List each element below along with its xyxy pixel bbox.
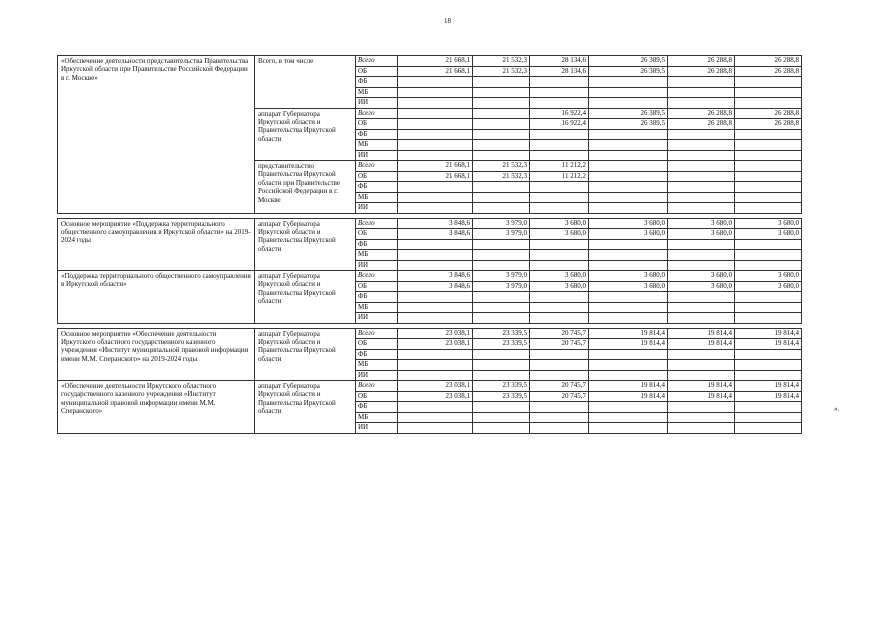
- amount-cell: 3 979,0: [473, 229, 530, 240]
- activity-title: «Обеспечение деятельности Иркутского областного государственного казенного учреждения «Институт муниципальной правовой информации имени М.М. Сперанского»: [58, 381, 255, 434]
- amount-cell: 3 680,0: [589, 218, 668, 229]
- amount-cell: 19 814,4: [589, 328, 668, 339]
- amount-cell: [735, 423, 802, 434]
- amount-cell: [473, 412, 530, 423]
- amount-cell: [473, 119, 530, 130]
- amount-cell: [473, 87, 530, 98]
- funding-source-cell: ФБ: [356, 349, 398, 360]
- amount-cell: [398, 98, 473, 109]
- amount-cell: 19 814,4: [589, 391, 668, 402]
- amount-cell: [668, 182, 735, 193]
- amount-cell: [398, 87, 473, 98]
- amount-cell: [589, 260, 668, 271]
- amount-cell: 3 680,0: [668, 281, 735, 292]
- amount-cell: [589, 370, 668, 381]
- amount-cell: [530, 292, 589, 303]
- amount-cell: 3 680,0: [530, 218, 589, 229]
- amount-cell: 16 922,4: [530, 108, 589, 119]
- funding-source-cell: ИИ: [356, 260, 398, 271]
- funding-source-cell: ОБ: [356, 391, 398, 402]
- amount-cell: 3 979,0: [473, 218, 530, 229]
- amount-cell: [589, 98, 668, 109]
- amount-cell: [530, 250, 589, 261]
- amount-cell: 21 532,3: [473, 171, 530, 182]
- funding-source-cell: Всего: [356, 271, 398, 282]
- amount-cell: [735, 239, 802, 250]
- amount-cell: 26 288,8: [735, 56, 802, 67]
- amount-cell: [589, 239, 668, 250]
- executor-cell: аппарат Губернатора Иркутской области и Правительства Иркутской области: [255, 271, 356, 324]
- amount-cell: [530, 140, 589, 151]
- amount-cell: [735, 87, 802, 98]
- funding-table: [57, 55, 802, 434]
- amount-cell: 19 814,4: [668, 328, 735, 339]
- funding-source-cell: ИИ: [356, 150, 398, 161]
- amount-cell: 3 680,0: [735, 271, 802, 282]
- executor-cell: Всего, в том числе: [255, 56, 356, 109]
- funding-source-cell: ФБ: [356, 182, 398, 193]
- amount-cell: 3 680,0: [530, 271, 589, 282]
- funding-source-cell: Всего: [356, 161, 398, 172]
- amount-cell: [735, 360, 802, 371]
- amount-cell: [589, 250, 668, 261]
- amount-cell: [589, 313, 668, 324]
- amount-cell: [398, 402, 473, 413]
- amount-cell: 20 745,7: [530, 328, 589, 339]
- amount-cell: 23 038,1: [398, 391, 473, 402]
- amount-cell: [530, 203, 589, 214]
- funding-source-cell: ОБ: [356, 339, 398, 350]
- amount-cell: 3 680,0: [668, 271, 735, 282]
- amount-cell: [668, 250, 735, 261]
- amount-cell: 26 288,8: [735, 119, 802, 130]
- amount-cell: [589, 360, 668, 371]
- amount-cell: [473, 360, 530, 371]
- amount-cell: [589, 292, 668, 303]
- amount-cell: [735, 370, 802, 381]
- amount-cell: [398, 360, 473, 371]
- funding-source-cell: ОБ: [356, 229, 398, 240]
- table-row: [58, 56, 802, 67]
- amount-cell: [668, 161, 735, 172]
- funding-source-cell: МБ: [356, 192, 398, 203]
- amount-cell: [398, 313, 473, 324]
- amount-cell: 3 979,0: [473, 281, 530, 292]
- amount-cell: [530, 182, 589, 193]
- amount-cell: [398, 423, 473, 434]
- amount-cell: [589, 192, 668, 203]
- amount-cell: 3 848,6: [398, 229, 473, 240]
- amount-cell: [668, 292, 735, 303]
- amount-cell: 23 038,1: [398, 381, 473, 392]
- amount-cell: [473, 313, 530, 324]
- funding-source-cell: ФБ: [356, 77, 398, 88]
- amount-cell: 26 288,8: [735, 66, 802, 77]
- amount-cell: 3 848,6: [398, 281, 473, 292]
- funding-source-cell: ОБ: [356, 119, 398, 130]
- amount-cell: 3 680,0: [668, 229, 735, 240]
- amount-cell: [530, 370, 589, 381]
- amount-cell: 21 668,1: [398, 171, 473, 182]
- funding-source-cell: ФБ: [356, 292, 398, 303]
- amount-cell: [735, 182, 802, 193]
- amount-cell: 3 680,0: [589, 229, 668, 240]
- amount-cell: [473, 402, 530, 413]
- amount-cell: [589, 140, 668, 151]
- funding-source-cell: Всего: [356, 328, 398, 339]
- amount-cell: 21 532,3: [473, 161, 530, 172]
- amount-cell: [398, 140, 473, 151]
- amount-cell: [589, 150, 668, 161]
- amount-cell: [668, 98, 735, 109]
- amount-cell: [668, 129, 735, 140]
- amount-cell: [589, 171, 668, 182]
- funding-source-cell: МБ: [356, 140, 398, 151]
- amount-cell: 3 680,0: [589, 271, 668, 282]
- amount-cell: [473, 349, 530, 360]
- amount-cell: [530, 87, 589, 98]
- amount-cell: 19 814,4: [589, 339, 668, 350]
- amount-cell: 3 680,0: [589, 281, 668, 292]
- amount-cell: [398, 192, 473, 203]
- amount-cell: 19 814,4: [589, 381, 668, 392]
- amount-cell: 23 339,5: [473, 381, 530, 392]
- amount-cell: [668, 302, 735, 313]
- amount-cell: [589, 423, 668, 434]
- executor-cell: аппарат Губернатора Иркутской области и Правительства Иркутской области: [255, 108, 356, 161]
- amount-cell: [398, 349, 473, 360]
- amount-cell: [473, 370, 530, 381]
- amount-cell: [398, 203, 473, 214]
- page-number: 18: [444, 17, 451, 25]
- amount-cell: [473, 423, 530, 434]
- amount-cell: 20 745,7: [530, 339, 589, 350]
- funding-source-cell: Всего: [356, 108, 398, 119]
- amount-cell: [473, 98, 530, 109]
- funding-source-cell: ФБ: [356, 402, 398, 413]
- amount-cell: [735, 77, 802, 88]
- funding-source-cell: МБ: [356, 302, 398, 313]
- funding-source-cell: ФБ: [356, 239, 398, 250]
- funding-source-cell: ОБ: [356, 281, 398, 292]
- table-row: [58, 218, 802, 229]
- activity-title: «Обеспечение деятельности представительства Правительства Иркутской области при Правительстве Российской Федерации в г. Москве»: [58, 56, 255, 214]
- amount-cell: 21 532,3: [473, 66, 530, 77]
- amount-cell: 26 288,8: [668, 56, 735, 67]
- amount-cell: 26 288,8: [668, 119, 735, 130]
- amount-cell: [735, 313, 802, 324]
- amount-cell: [530, 260, 589, 271]
- amount-cell: [589, 349, 668, 360]
- amount-cell: [668, 171, 735, 182]
- amount-cell: 28 134,6: [530, 66, 589, 77]
- amount-cell: [530, 423, 589, 434]
- amount-cell: [473, 239, 530, 250]
- amount-cell: 21 668,1: [398, 161, 473, 172]
- amount-cell: 23 339,5: [473, 328, 530, 339]
- amount-cell: 3 848,6: [398, 218, 473, 229]
- funding-source-cell: Всего: [356, 381, 398, 392]
- amount-cell: [735, 129, 802, 140]
- amount-cell: [530, 360, 589, 371]
- amount-cell: [735, 150, 802, 161]
- amount-cell: 26 288,8: [668, 66, 735, 77]
- funding-source-cell: МБ: [356, 87, 398, 98]
- amount-cell: 11 212,2: [530, 161, 589, 172]
- amount-cell: 23 339,5: [473, 391, 530, 402]
- table-row: [58, 381, 802, 392]
- amount-cell: [530, 98, 589, 109]
- amount-cell: [668, 313, 735, 324]
- amount-cell: [473, 260, 530, 271]
- amount-cell: [668, 192, 735, 203]
- amount-cell: 19 814,4: [668, 391, 735, 402]
- amount-cell: 19 814,4: [668, 339, 735, 350]
- amount-cell: [735, 171, 802, 182]
- amount-cell: 19 814,4: [735, 328, 802, 339]
- amount-cell: [668, 150, 735, 161]
- amount-cell: [530, 302, 589, 313]
- amount-cell: [589, 87, 668, 98]
- amount-cell: [735, 192, 802, 203]
- amount-cell: [530, 150, 589, 161]
- amount-cell: 3 680,0: [735, 218, 802, 229]
- amount-cell: [530, 239, 589, 250]
- amount-cell: [668, 370, 735, 381]
- amount-cell: [735, 302, 802, 313]
- funding-source-cell: Всего: [356, 218, 398, 229]
- amount-cell: [530, 129, 589, 140]
- amount-cell: [589, 412, 668, 423]
- amount-cell: 26 288,8: [668, 108, 735, 119]
- amount-cell: [668, 77, 735, 88]
- funding-source-cell: ОБ: [356, 66, 398, 77]
- executor-cell: аппарат Губернатора Иркутской области и Правительства Иркутской области: [255, 328, 356, 381]
- amount-cell: 16 922,4: [530, 119, 589, 130]
- amount-cell: 20 745,7: [530, 381, 589, 392]
- amount-cell: [668, 140, 735, 151]
- table-row: [58, 328, 802, 339]
- amount-cell: [735, 260, 802, 271]
- amount-cell: [398, 302, 473, 313]
- amount-cell: 26 389,5: [589, 108, 668, 119]
- amount-cell: [735, 250, 802, 261]
- amount-cell: 26 389,5: [589, 56, 668, 67]
- funding-source-cell: МБ: [356, 412, 398, 423]
- amount-cell: [530, 313, 589, 324]
- amount-cell: [589, 302, 668, 313]
- amount-cell: [589, 77, 668, 88]
- amount-cell: [398, 119, 473, 130]
- amount-cell: [735, 349, 802, 360]
- amount-cell: [589, 129, 668, 140]
- amount-cell: 26 389,5: [589, 66, 668, 77]
- amount-cell: [473, 77, 530, 88]
- amount-cell: [398, 77, 473, 88]
- amount-cell: [530, 349, 589, 360]
- amount-cell: 21 532,3: [473, 56, 530, 67]
- amount-cell: [735, 412, 802, 423]
- amount-cell: [668, 360, 735, 371]
- amount-cell: [530, 77, 589, 88]
- amount-cell: [668, 423, 735, 434]
- amount-cell: [668, 349, 735, 360]
- amount-cell: [398, 250, 473, 261]
- funding-source-cell: Всего: [356, 56, 398, 67]
- activity-title: Основное мероприятие «Обеспечение деятельности Иркутского областного государственного казенного учреждения «Институт муниципальной правовой информации имени М.М. Сперанского» на 2019-2024 годы: [58, 328, 255, 381]
- amount-cell: [473, 203, 530, 214]
- amount-cell: 19 814,4: [668, 381, 735, 392]
- amount-cell: [530, 412, 589, 423]
- amount-cell: [398, 239, 473, 250]
- amount-cell: 23 038,1: [398, 339, 473, 350]
- amount-cell: [398, 150, 473, 161]
- amount-cell: 28 134,6: [530, 56, 589, 67]
- amount-cell: [473, 302, 530, 313]
- executor-cell: представительство Правительства Иркутской области при Правительстве Российской Федерации в г. Москве: [255, 161, 356, 214]
- amount-cell: [668, 239, 735, 250]
- amount-cell: 3 680,0: [530, 229, 589, 240]
- amount-cell: 21 668,1: [398, 56, 473, 67]
- amount-cell: [398, 412, 473, 423]
- amount-cell: 3 680,0: [735, 281, 802, 292]
- amount-cell: [589, 402, 668, 413]
- funding-source-cell: ИИ: [356, 370, 398, 381]
- amount-cell: [735, 292, 802, 303]
- amount-cell: [398, 108, 473, 119]
- amount-cell: [735, 98, 802, 109]
- amount-cell: 23 038,1: [398, 328, 473, 339]
- activity-title: Основное мероприятие «Поддержка территориального общественного самоуправления в Иркутской области» на 2019-2024 годы: [58, 218, 255, 271]
- amount-cell: [735, 402, 802, 413]
- amount-cell: [473, 108, 530, 119]
- table-row: [58, 271, 802, 282]
- amount-cell: [473, 150, 530, 161]
- amount-cell: [398, 260, 473, 271]
- amount-cell: [735, 140, 802, 151]
- activity-title: «Поддержка территориального общественного самоуправления в Иркутской области»: [58, 271, 255, 324]
- amount-cell: 19 814,4: [735, 391, 802, 402]
- amount-cell: 3 848,6: [398, 271, 473, 282]
- amount-cell: 3 680,0: [735, 229, 802, 240]
- amount-cell: [473, 192, 530, 203]
- amount-cell: 26 389,5: [589, 119, 668, 130]
- amount-cell: 11 212,2: [530, 171, 589, 182]
- amount-cell: [735, 161, 802, 172]
- amount-cell: [530, 402, 589, 413]
- amount-cell: [589, 203, 668, 214]
- amount-cell: 3 680,0: [530, 281, 589, 292]
- amount-cell: 3 979,0: [473, 271, 530, 282]
- amount-cell: [473, 182, 530, 193]
- funding-source-cell: МБ: [356, 360, 398, 371]
- amount-cell: [473, 140, 530, 151]
- amount-cell: [735, 203, 802, 214]
- amount-cell: 19 814,4: [735, 381, 802, 392]
- amount-cell: 20 745,7: [530, 391, 589, 402]
- amount-cell: [530, 192, 589, 203]
- amount-cell: 26 288,8: [735, 108, 802, 119]
- amount-cell: [668, 402, 735, 413]
- amount-cell: [668, 260, 735, 271]
- funding-source-cell: ИИ: [356, 423, 398, 434]
- amount-cell: [398, 292, 473, 303]
- amount-cell: [668, 203, 735, 214]
- executor-cell: аппарат Губернатора Иркутской области и Правительства Иркутской области: [255, 218, 356, 271]
- funding-source-cell: ФБ: [356, 129, 398, 140]
- amount-cell: 3 680,0: [668, 218, 735, 229]
- amount-cell: [668, 412, 735, 423]
- amount-cell: [589, 182, 668, 193]
- amount-cell: [398, 370, 473, 381]
- funding-source-cell: ОБ: [356, 171, 398, 182]
- amount-cell: [473, 292, 530, 303]
- funding-source-cell: ИИ: [356, 203, 398, 214]
- amount-cell: 19 814,4: [735, 339, 802, 350]
- funding-source-cell: МБ: [356, 250, 398, 261]
- funding-source-cell: ИИ: [356, 98, 398, 109]
- funding-source-cell: ИИ: [356, 313, 398, 324]
- closing-quote-mark: ».: [834, 405, 840, 413]
- amount-cell: [473, 129, 530, 140]
- amount-cell: [398, 182, 473, 193]
- amount-cell: [668, 87, 735, 98]
- amount-cell: [398, 129, 473, 140]
- executor-cell: аппарат Губернатора Иркутской области и Правительства Иркутской области: [255, 381, 356, 434]
- amount-cell: 23 339,5: [473, 339, 530, 350]
- amount-cell: 21 668,1: [398, 66, 473, 77]
- amount-cell: [589, 161, 668, 172]
- amount-cell: [473, 250, 530, 261]
